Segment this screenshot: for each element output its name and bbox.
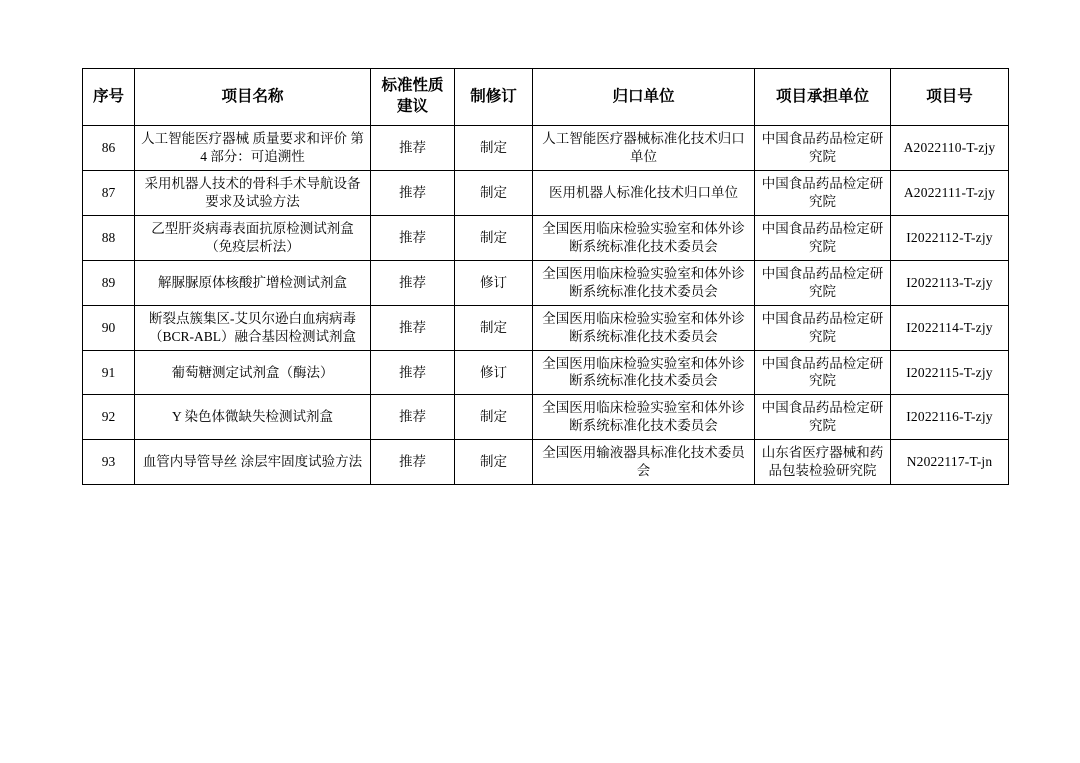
cell-undertaking-unit: 中国食品药品检定研究院	[755, 395, 891, 440]
cell-standard-nature: 推荐	[371, 440, 455, 485]
column-header-project-code: 项目号	[891, 69, 1009, 126]
cell-standard-nature: 推荐	[371, 170, 455, 215]
cell-project-code: I2022115-T-zjy	[891, 350, 1009, 395]
table-header	[83, 69, 1009, 126]
cell-standard-nature: 推荐	[371, 350, 455, 395]
cell-centralized-unit: 全国医用输液器具标准化技术委员会	[533, 440, 755, 485]
standards-table	[82, 68, 1009, 485]
cell-project-code: I2022116-T-zjy	[891, 395, 1009, 440]
cell-formulation-revision: 制定	[455, 440, 533, 485]
cell-centralized-unit: 全国医用临床检验实验室和体外诊断系统标准化技术委员会	[533, 305, 755, 350]
cell-project-name: 葡萄糖测定试剂盒（酶法）	[135, 350, 371, 395]
cell-undertaking-unit: 中国食品药品检定研究院	[755, 350, 891, 395]
cell-formulation-revision: 制定	[455, 395, 533, 440]
cell-formulation-revision: 修订	[455, 260, 533, 305]
cell-undertaking-unit: 中国食品药品检定研究院	[755, 305, 891, 350]
table-body	[83, 126, 1009, 485]
cell-standard-nature: 推荐	[371, 395, 455, 440]
cell-project-name: 乙型肝炎病毒表面抗原检测试剂盒（免疫层析法）	[135, 215, 371, 260]
cell-centralized-unit: 全国医用临床检验实验室和体外诊断系统标准化技术委员会	[533, 260, 755, 305]
column-header-project-name: 项目名称	[135, 69, 371, 126]
cell-project-code: A2022110-T-zjy	[891, 126, 1009, 171]
cell-project-name: 断裂点簇集区-艾贝尔逊白血病病毒（BCR-ABL）融合基因检测试剂盒	[135, 305, 371, 350]
cell-undertaking-unit: 中国食品药品检定研究院	[755, 126, 891, 171]
cell-project-code: I2022113-T-zjy	[891, 260, 1009, 305]
cell-project-name: 人工智能医疗器械 质量要求和评价 第 4 部分：可追溯性	[135, 126, 371, 171]
cell-seq: 91	[83, 350, 135, 395]
cell-project-name: 解脲脲原体核酸扩增检测试剂盒	[135, 260, 371, 305]
cell-seq: 93	[83, 440, 135, 485]
cell-seq: 92	[83, 395, 135, 440]
table-row	[83, 260, 1009, 305]
cell-project-code: I2022112-T-zjy	[891, 215, 1009, 260]
standards-table-container	[82, 68, 998, 485]
cell-seq: 86	[83, 126, 135, 171]
table-row	[83, 395, 1009, 440]
cell-standard-nature: 推荐	[371, 215, 455, 260]
cell-formulation-revision: 修订	[455, 350, 533, 395]
cell-formulation-revision: 制定	[455, 305, 533, 350]
table-row	[83, 440, 1009, 485]
column-header-formulation-revision: 制修订	[455, 69, 533, 126]
cell-project-code: I2022114-T-zjy	[891, 305, 1009, 350]
cell-project-code: N2022117-T-jn	[891, 440, 1009, 485]
cell-formulation-revision: 制定	[455, 215, 533, 260]
cell-project-name: 血管内导管导丝 涂层牢固度试验方法	[135, 440, 371, 485]
cell-centralized-unit: 全国医用临床检验实验室和体外诊断系统标准化技术委员会	[533, 395, 755, 440]
column-header-centralized-unit: 归口单位	[533, 69, 755, 126]
cell-centralized-unit: 全国医用临床检验实验室和体外诊断系统标准化技术委员会	[533, 215, 755, 260]
table-header-row	[83, 69, 1009, 126]
column-header-standard-nature: 标准性质建议	[371, 69, 455, 126]
cell-centralized-unit: 全国医用临床检验实验室和体外诊断系统标准化技术委员会	[533, 350, 755, 395]
cell-undertaking-unit: 中国食品药品检定研究院	[755, 260, 891, 305]
cell-project-name: Y 染色体微缺失检测试剂盒	[135, 395, 371, 440]
cell-project-name: 采用机器人技术的骨科手术导航设备要求及试验方法	[135, 170, 371, 215]
cell-standard-nature: 推荐	[371, 305, 455, 350]
cell-seq: 90	[83, 305, 135, 350]
cell-formulation-revision: 制定	[455, 170, 533, 215]
cell-seq: 88	[83, 215, 135, 260]
cell-seq: 87	[83, 170, 135, 215]
cell-formulation-revision: 制定	[455, 126, 533, 171]
column-header-undertaking-unit: 项目承担单位	[755, 69, 891, 126]
cell-centralized-unit: 人工智能医疗器械标准化技术归口单位	[533, 126, 755, 171]
table-row	[83, 350, 1009, 395]
table-row	[83, 215, 1009, 260]
cell-undertaking-unit: 中国食品药品检定研究院	[755, 215, 891, 260]
cell-project-code: A2022111-T-zjy	[891, 170, 1009, 215]
column-header-seq: 序号	[83, 69, 135, 126]
cell-undertaking-unit: 中国食品药品检定研究院	[755, 170, 891, 215]
table-row	[83, 305, 1009, 350]
table-row	[83, 126, 1009, 171]
table-row	[83, 170, 1009, 215]
cell-centralized-unit: 医用机器人标准化技术归口单位	[533, 170, 755, 215]
cell-standard-nature: 推荐	[371, 126, 455, 171]
cell-standard-nature: 推荐	[371, 260, 455, 305]
cell-seq: 89	[83, 260, 135, 305]
cell-undertaking-unit: 山东省医疗器械和药品包装检验研究院	[755, 440, 891, 485]
